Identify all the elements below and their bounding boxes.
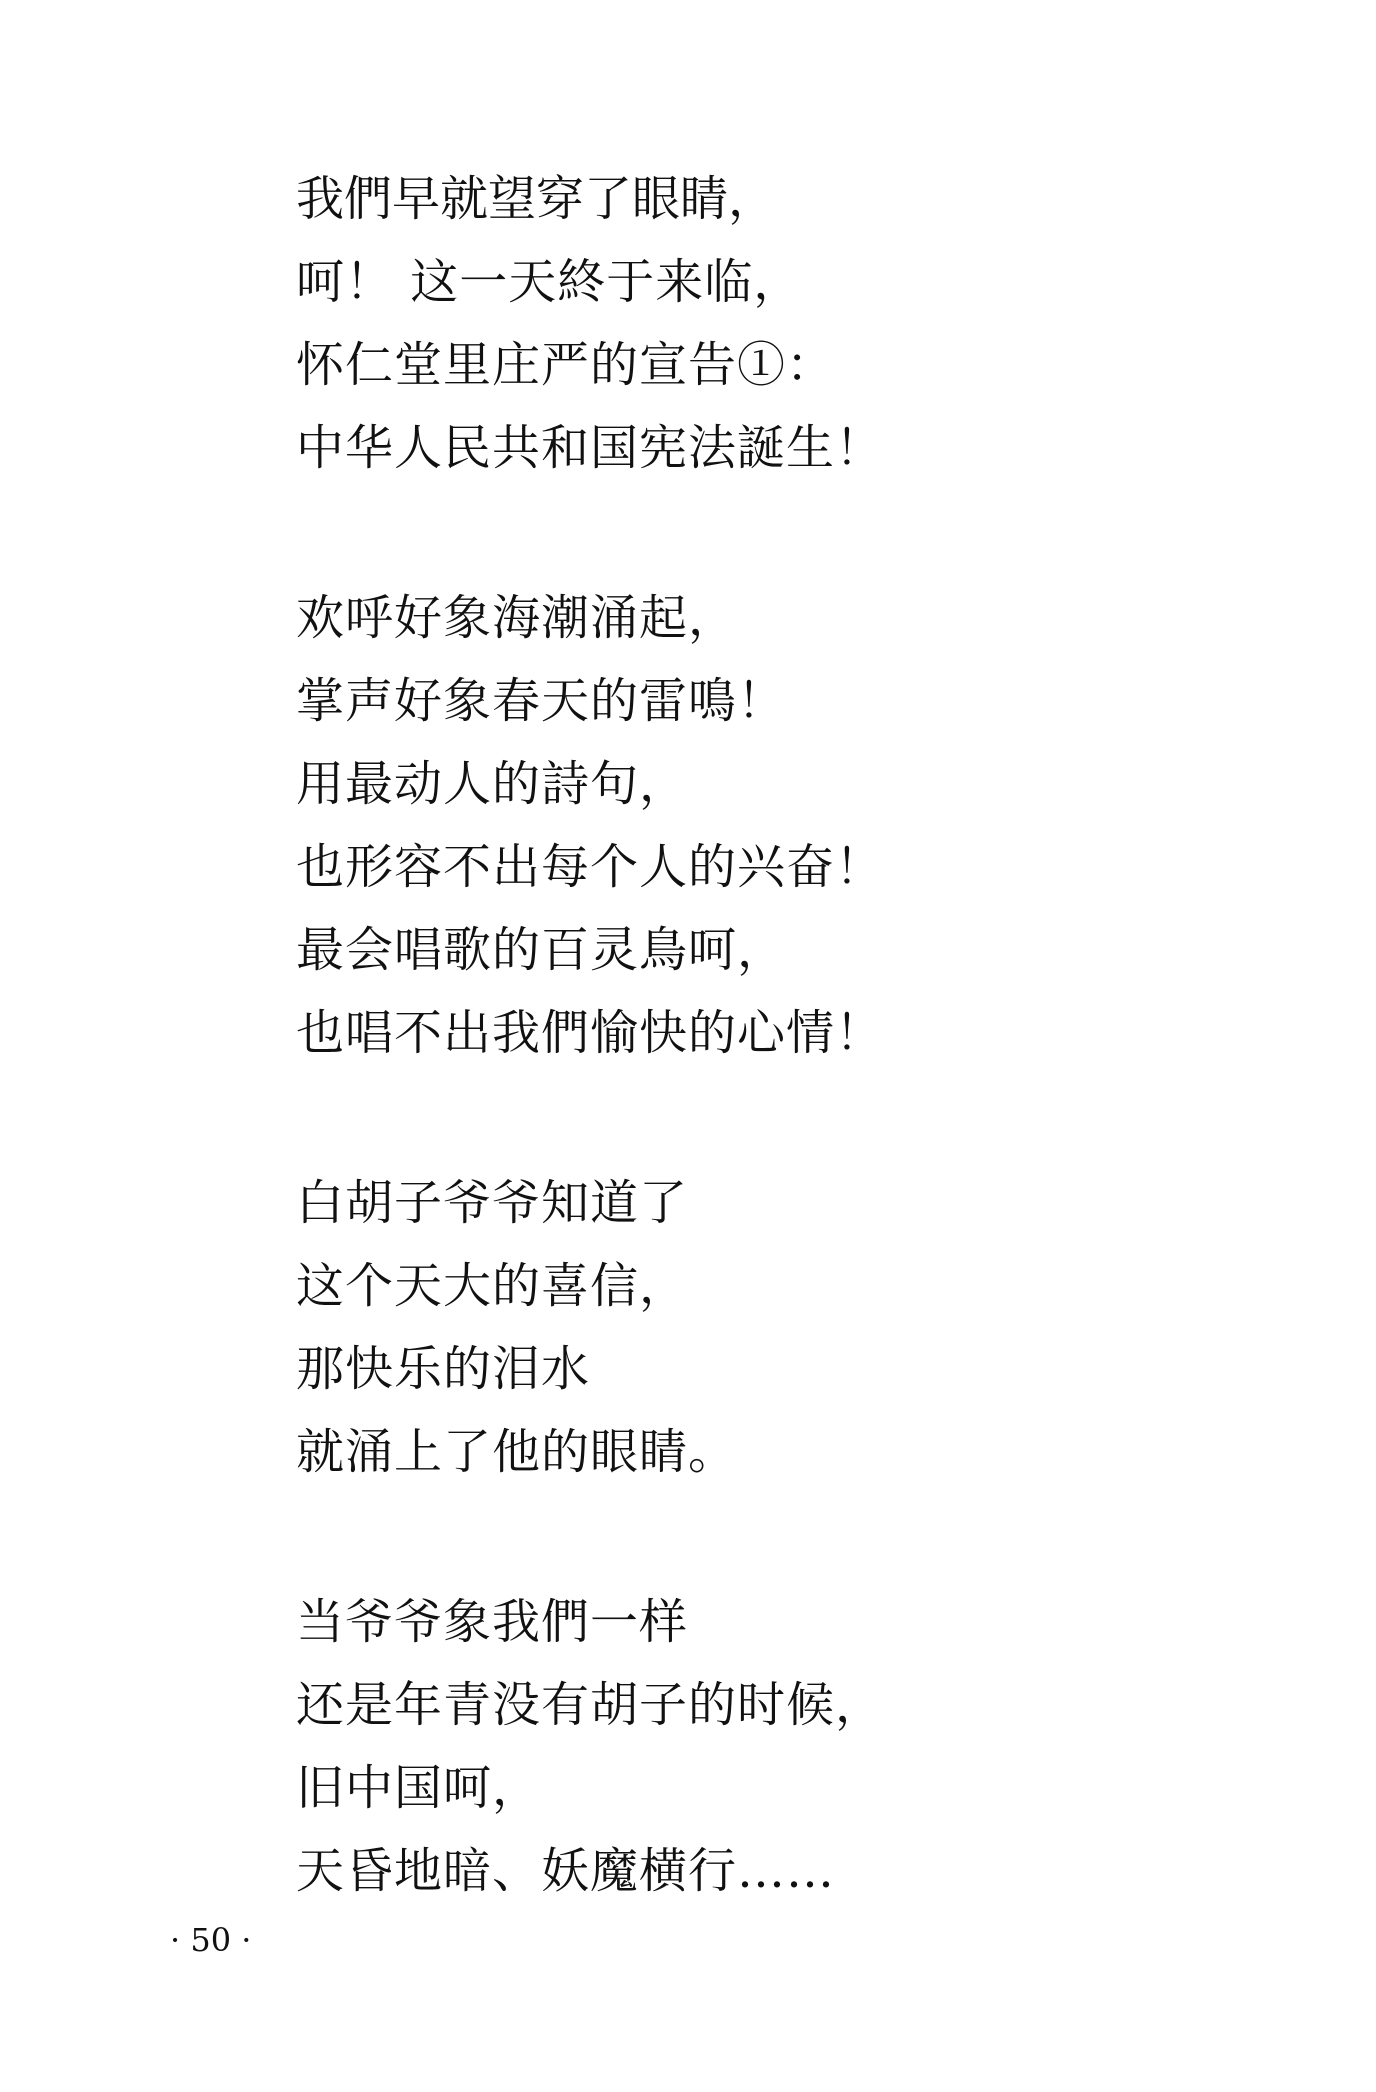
poem-line: 当爷爷象我們一样	[296, 1594, 689, 1650]
poem-line: 最会唱歌的百灵鳥呵，	[296, 922, 787, 978]
poem-line: 我們早就望穿了眼睛，	[296, 171, 777, 227]
stanza-3	[296, 1162, 1056, 1494]
poem-line: 旧中国呵，	[296, 1760, 542, 1816]
poem-line: 呵！ 这一天終于来临，	[296, 254, 803, 310]
stanza-4	[296, 1581, 1056, 1913]
poem-line: 白胡子爷爷知道了	[296, 1175, 689, 1231]
poem-line: 就涌上了他的眼睛。	[296, 1424, 738, 1480]
page-number: · 50 ·	[170, 1921, 252, 1959]
poem-line: 怀仁堂里庄严的宣告①：	[296, 337, 836, 393]
poem-line: 那快乐的泪水	[296, 1341, 591, 1397]
poem-line: 也唱不出我們愉快的心情！	[296, 1005, 885, 1061]
poem-line: 中华人民共和国宪法誕生！	[296, 420, 885, 476]
poem-line: 也形容不出每个人的兴奋！	[296, 839, 885, 895]
poem-line: 这个天大的喜信，	[296, 1258, 689, 1314]
poem-line: 欢呼好象海潮涌起，	[296, 590, 738, 646]
poem-line: 天昏地暗、妖魔横行……	[296, 1843, 836, 1899]
poem-line: 掌声好象春天的雷鳴！	[296, 673, 787, 729]
stanza-1	[296, 158, 1056, 490]
poem-line: 用最动人的詩句，	[296, 756, 689, 812]
poem-line: 还是年青没有胡子的时候，	[296, 1677, 885, 1733]
stanza-2	[296, 577, 1056, 1075]
poem-body	[296, 158, 1056, 2000]
